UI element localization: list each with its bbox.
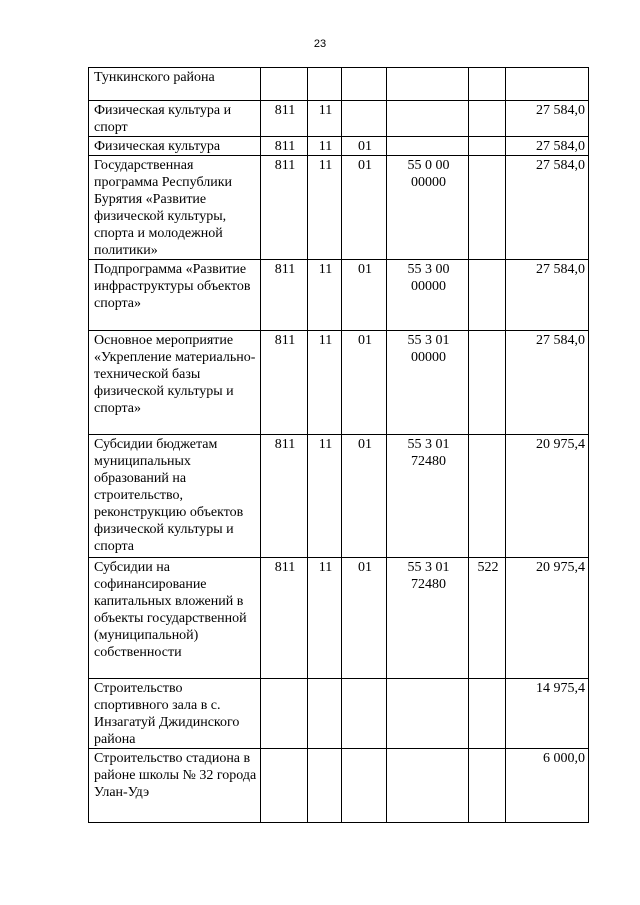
table-row xyxy=(89,68,589,101)
table-row xyxy=(89,435,589,558)
table-body xyxy=(89,68,589,823)
table-row xyxy=(89,331,589,435)
cell-ministry: 811 xyxy=(261,331,308,435)
cell-ministry xyxy=(261,68,308,101)
cell-subsection: 01 xyxy=(342,435,387,558)
cell-section: 11 xyxy=(308,137,342,156)
cell-type xyxy=(469,101,506,137)
cell-target xyxy=(387,679,469,749)
table-row xyxy=(89,749,589,823)
cell-sum: 27 584,0 xyxy=(506,156,589,260)
cell-subsection: 01 xyxy=(342,558,387,679)
cell-subsection: 01 xyxy=(342,260,387,331)
cell-section xyxy=(308,749,342,823)
cell-sum: 6 000,0 xyxy=(506,749,589,823)
cell-type xyxy=(469,435,506,558)
table-row xyxy=(89,101,589,137)
cell-target xyxy=(387,101,469,137)
cell-name: Субсидии бюджетам муниципальных образований на строительство, реконструкцию объектов физической культуры и спорта xyxy=(89,435,261,558)
cell-type: 522 xyxy=(469,558,506,679)
cell-name: Физическая культура и спорт xyxy=(89,101,261,137)
table-row xyxy=(89,558,589,679)
cell-target xyxy=(387,68,469,101)
cell-name: Подпрограмма «Развитие инфраструктуры объектов спорта» xyxy=(89,260,261,331)
cell-ministry xyxy=(261,749,308,823)
cell-ministry: 811 xyxy=(261,558,308,679)
cell-subsection xyxy=(342,679,387,749)
cell-name: Основное мероприятие «Укрепление материально-технической базы физической культуры и спорта» xyxy=(89,331,261,435)
cell-section: 11 xyxy=(308,558,342,679)
cell-type xyxy=(469,156,506,260)
cell-type xyxy=(469,679,506,749)
cell-type xyxy=(469,68,506,101)
cell-name: Строительство спортивного зала в с. Инзагатуй Джидинского района xyxy=(89,679,261,749)
table-row xyxy=(89,679,589,749)
cell-sum xyxy=(506,68,589,101)
table-row xyxy=(89,260,589,331)
cell-type xyxy=(469,137,506,156)
cell-section: 11 xyxy=(308,156,342,260)
cell-sum: 27 584,0 xyxy=(506,101,589,137)
cell-target: 55 3 01 72480 xyxy=(387,435,469,558)
cell-target xyxy=(387,749,469,823)
cell-section: 11 xyxy=(308,260,342,331)
cell-name: Субсидии на софинансирование капитальных вложений в объекты государственной (муниципальной) собственности xyxy=(89,558,261,679)
cell-section: 11 xyxy=(308,101,342,137)
cell-subsection: 01 xyxy=(342,331,387,435)
cell-ministry: 811 xyxy=(261,137,308,156)
cell-name: Тункинского района xyxy=(89,68,261,101)
budget-table xyxy=(88,67,589,823)
cell-section xyxy=(308,68,342,101)
cell-subsection: 01 xyxy=(342,156,387,260)
cell-sum: 27 584,0 xyxy=(506,137,589,156)
cell-subsection: 01 xyxy=(342,137,387,156)
cell-subsection xyxy=(342,101,387,137)
cell-subsection xyxy=(342,68,387,101)
cell-type xyxy=(469,260,506,331)
cell-sum: 20 975,4 xyxy=(506,558,589,679)
cell-type xyxy=(469,749,506,823)
cell-sum: 20 975,4 xyxy=(506,435,589,558)
cell-name: Государственная программа Республики Бурятия «Развитие физической культуры, спорта и молодежной политики» xyxy=(89,156,261,260)
cell-subsection xyxy=(342,749,387,823)
cell-target: 55 3 00 00000 xyxy=(387,260,469,331)
cell-sum: 14 975,4 xyxy=(506,679,589,749)
cell-sum: 27 584,0 xyxy=(506,260,589,331)
cell-target: 55 0 00 00000 xyxy=(387,156,469,260)
table-row xyxy=(89,137,589,156)
cell-ministry: 811 xyxy=(261,435,308,558)
table-row xyxy=(89,156,589,260)
cell-target xyxy=(387,137,469,156)
cell-section xyxy=(308,679,342,749)
cell-ministry xyxy=(261,679,308,749)
page-number: 23 xyxy=(313,38,327,50)
cell-name: Строительство стадиона в районе школы № 32 города Улан-Удэ xyxy=(89,749,261,823)
cell-section: 11 xyxy=(308,331,342,435)
cell-ministry: 811 xyxy=(261,101,308,137)
cell-ministry: 811 xyxy=(261,260,308,331)
cell-name: Физическая культура xyxy=(89,137,261,156)
cell-target: 55 3 01 72480 xyxy=(387,558,469,679)
cell-type xyxy=(469,331,506,435)
cell-ministry: 811 xyxy=(261,156,308,260)
cell-section: 11 xyxy=(308,435,342,558)
cell-target: 55 3 01 00000 xyxy=(387,331,469,435)
cell-sum: 27 584,0 xyxy=(506,331,589,435)
